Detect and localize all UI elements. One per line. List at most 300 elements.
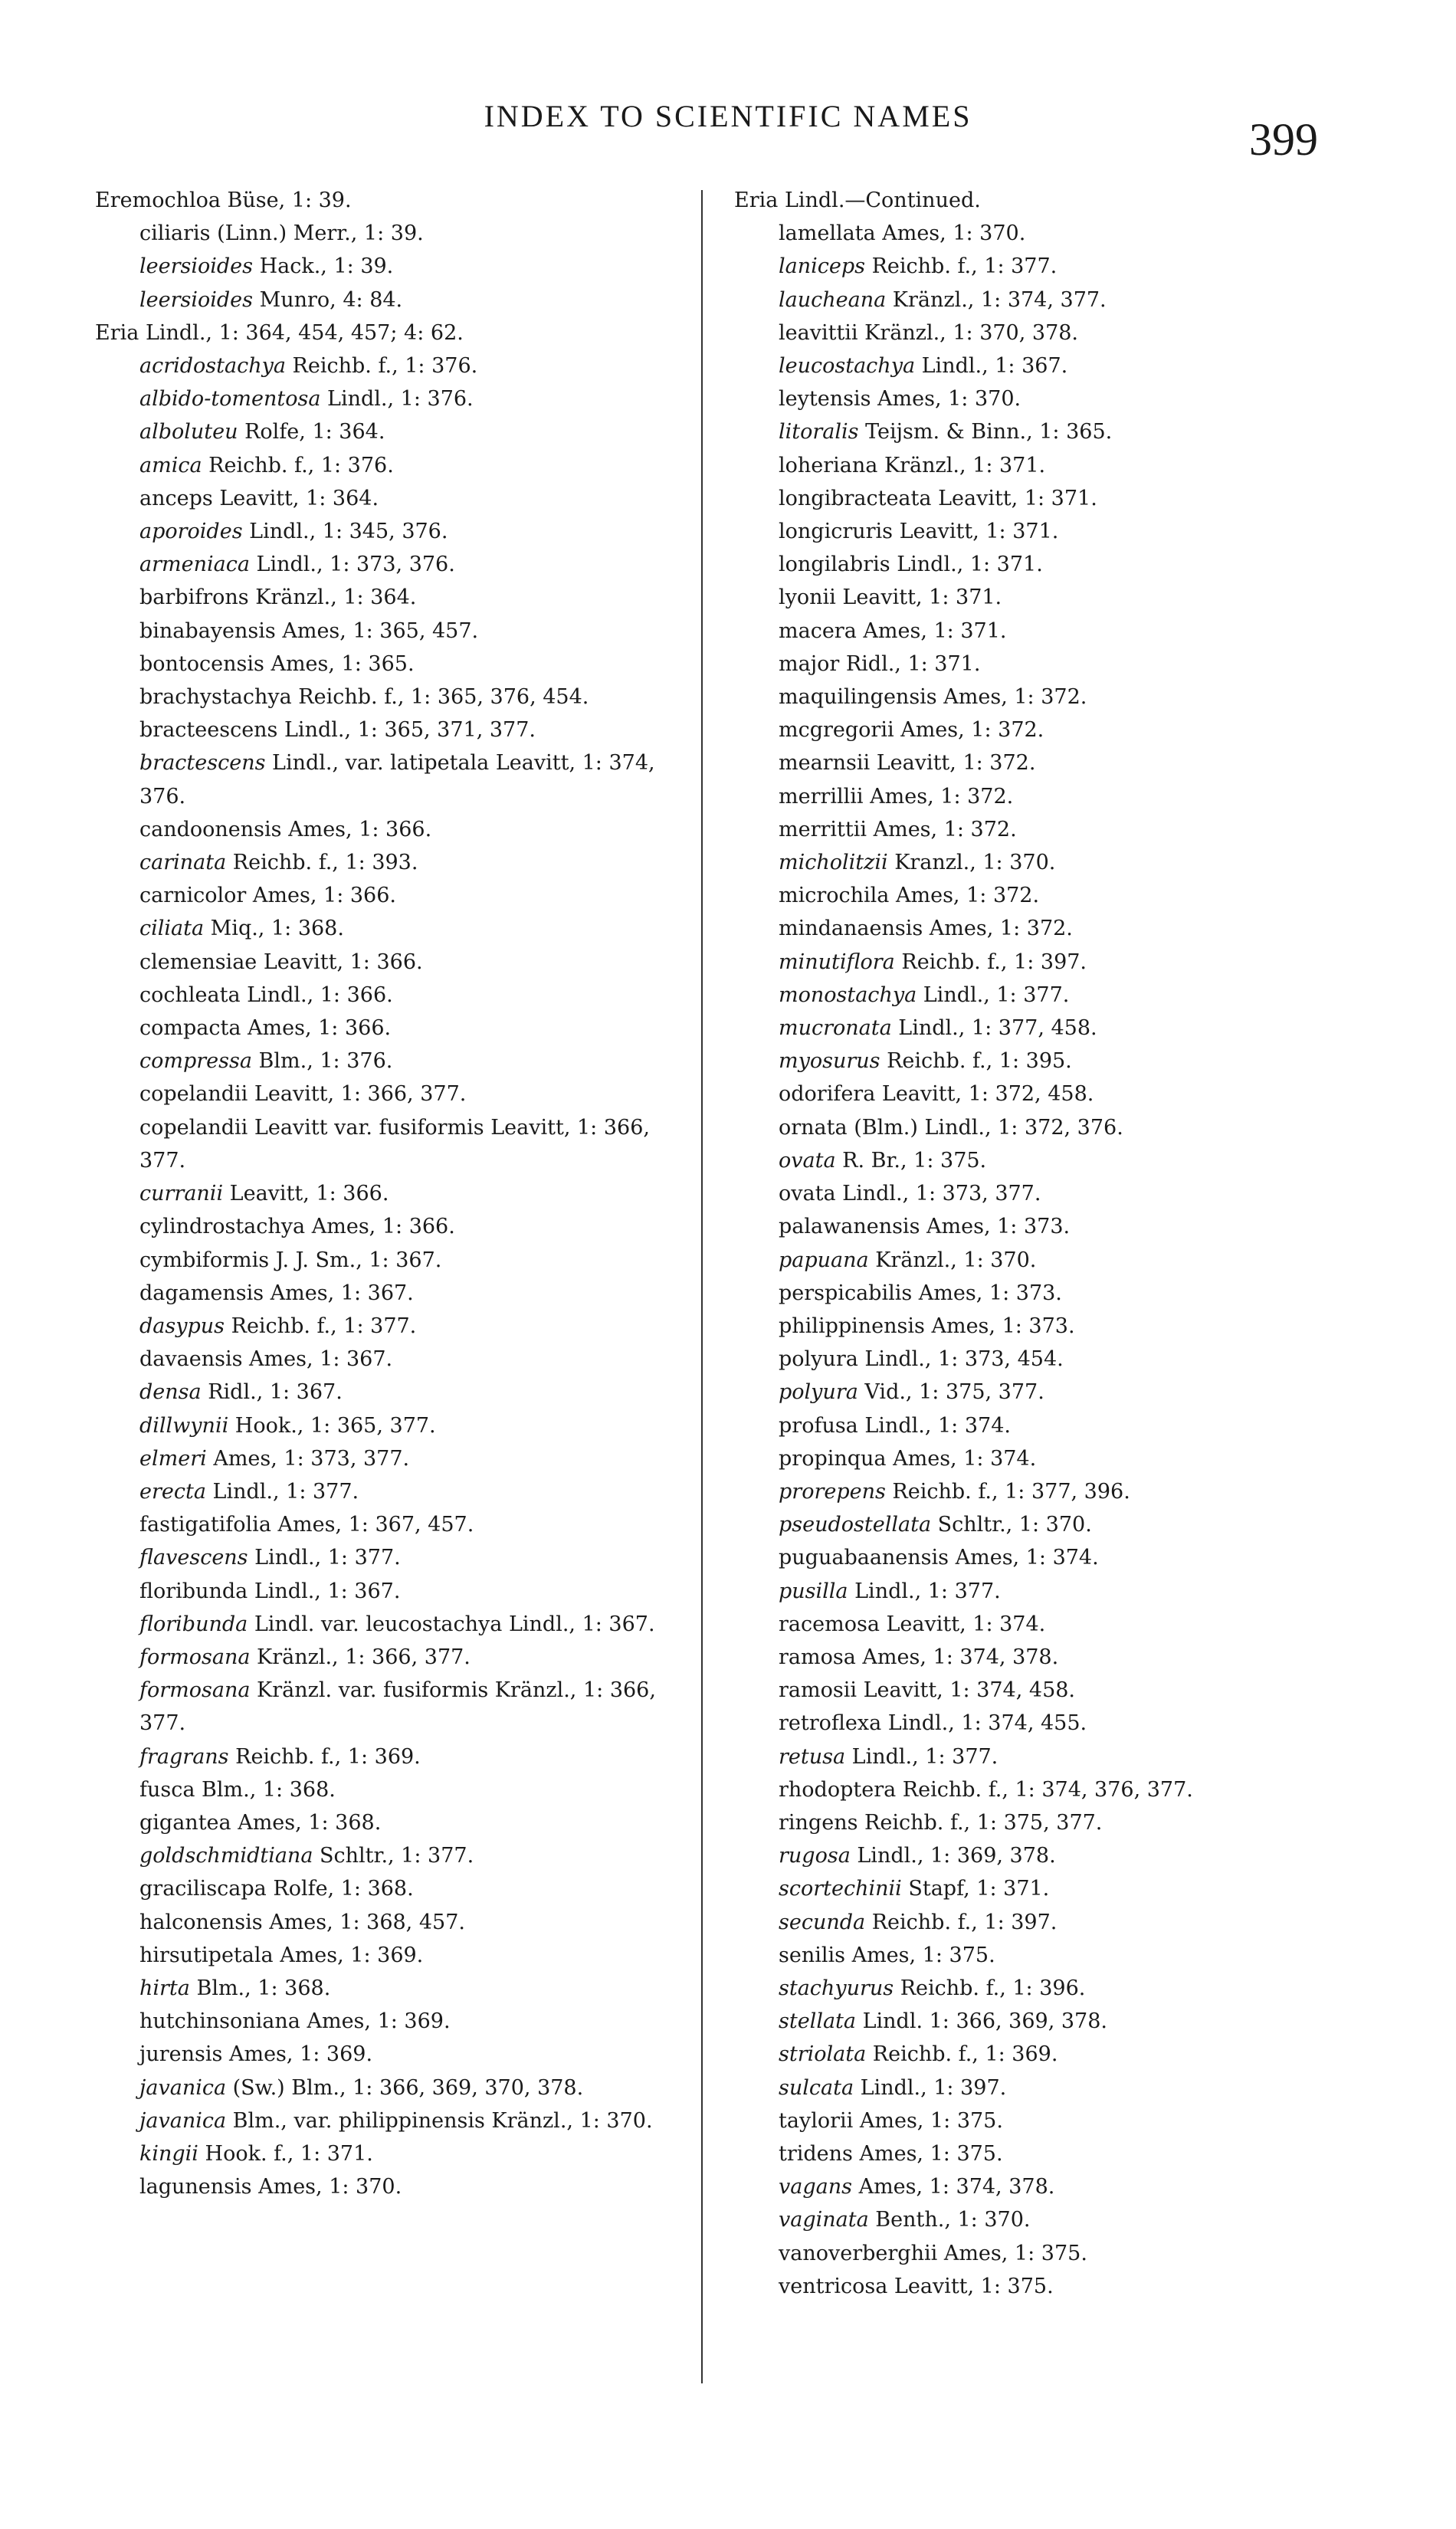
entry-name: polyura xyxy=(779,1347,858,1372)
entry-reference: Ames, 1: 367, 457. xyxy=(271,1513,474,1537)
index-species-entry xyxy=(95,449,693,482)
index-species-entry xyxy=(734,581,1340,614)
entry-name: acridostachya xyxy=(139,354,286,379)
entry-reference: Ames, 1: 368, 457. xyxy=(262,1910,465,1934)
index-species-entry xyxy=(734,1343,1340,1376)
index-species-entry xyxy=(95,515,693,548)
index-species-entry xyxy=(734,1409,1340,1442)
column-divider xyxy=(701,190,703,2383)
entry-reference: Lindl., 1: 369, 378. xyxy=(850,1844,1056,1868)
entry-name: copelandii xyxy=(139,1115,248,1140)
entry-reference: Ames, 1: 368. xyxy=(231,1810,382,1835)
entry-name: dillwynii xyxy=(139,1413,229,1438)
entry-reference: Reichb. f., 1: 376. xyxy=(285,354,478,379)
entry-name: floribunda xyxy=(139,1612,248,1636)
index-species-entry xyxy=(734,1475,1340,1508)
index-species-entry xyxy=(734,1575,1340,1608)
entry-name: macera xyxy=(779,618,857,643)
entry-reference: Reichb. f., 1: 369. xyxy=(866,2042,1058,2067)
index-species-entry xyxy=(95,581,693,614)
index-species-entry xyxy=(95,1442,693,1475)
index-species-entry xyxy=(95,912,693,945)
entry-name: jurensis xyxy=(139,2042,223,2067)
entry-reference: Ames, 1: 372. xyxy=(936,685,1087,710)
entry-reference: Ames, 1: 367. xyxy=(264,1281,414,1305)
index-species-entry xyxy=(95,284,693,317)
index-species-entry xyxy=(734,284,1340,317)
entry-reference: Ames, 1: 372. xyxy=(894,718,1044,743)
entry-name: sulcata xyxy=(779,2075,854,2100)
index-species-entry xyxy=(95,1244,693,1277)
entry-name: secunda xyxy=(779,1910,866,1934)
entry-reference: Schltr., 1: 377. xyxy=(313,1844,474,1868)
entry-reference: Ames, 1: 371. xyxy=(856,618,1007,643)
entry-name: aporoides xyxy=(139,520,243,544)
entry-reference: Lindl., 1: 365, 371, 377. xyxy=(277,718,536,743)
index-species-entry xyxy=(734,317,1340,349)
entry-reference: Leavitt, 1: 371. xyxy=(893,520,1059,544)
entry-reference: Leavitt, 1: 374. xyxy=(879,1612,1046,1636)
entry-reference: Lindl., 1: 376. xyxy=(320,387,474,412)
index-genus-entry xyxy=(95,184,693,217)
index-species-entry xyxy=(95,1773,693,1806)
entry-reference: Ames, 1: 374, 378. xyxy=(851,2175,1055,2199)
index-species-entry xyxy=(95,2170,693,2203)
index-species-entry xyxy=(95,2071,693,2104)
entry-name: bontocensis xyxy=(139,651,264,676)
entry-reference: Lindl., 1: 397. xyxy=(854,2075,1007,2100)
index-genus-entry xyxy=(734,184,1340,217)
entry-name: bracteescens xyxy=(139,718,278,743)
entry-reference: Büse, 1: 39. xyxy=(220,189,352,212)
index-species-entry xyxy=(95,1177,693,1210)
entry-name: longilabris xyxy=(779,553,890,577)
index-species-entry xyxy=(734,1939,1340,1972)
entry-name: Eria xyxy=(95,320,139,345)
index-species-entry xyxy=(734,879,1340,912)
entry-name: taylorii xyxy=(779,2108,854,2133)
index-species-entry xyxy=(95,349,693,382)
entry-name: elmeri xyxy=(139,1446,207,1471)
entry-name: micholitzii xyxy=(779,851,888,875)
entry-name: scortechinii xyxy=(779,1877,902,1901)
entry-name: ramosa xyxy=(779,1645,856,1669)
index-column-left xyxy=(95,184,693,2203)
index-species-entry xyxy=(95,1111,693,1177)
entry-name: ramosii xyxy=(779,1678,857,1703)
index-species-entry xyxy=(734,548,1340,581)
index-genus-entry xyxy=(95,317,693,349)
entry-name: ornata xyxy=(779,1115,848,1140)
index-species-entry xyxy=(95,813,693,846)
entry-reference: Lindl., 1: 377. xyxy=(248,1546,401,1570)
entry-reference: Leavitt, 1: 371. xyxy=(931,486,1097,510)
index-species-entry xyxy=(734,449,1340,482)
index-species-entry xyxy=(95,1343,693,1376)
entry-reference: Reichb. f., 1: 397. xyxy=(894,950,1087,974)
entry-name: leersioides xyxy=(139,254,253,279)
entry-reference: Kränzl., 1: 366, 377. xyxy=(250,1645,471,1669)
entry-name: cylindrostachya xyxy=(139,1215,306,1239)
entry-name: copelandii xyxy=(139,1082,248,1107)
index-species-entry xyxy=(734,1012,1340,1045)
entry-reference: Reichb. f., 1: 374, 376, 377. xyxy=(896,1777,1193,1802)
entry-name: profusa xyxy=(779,1413,858,1438)
entry-reference: Leavitt, 1: 366, 377. xyxy=(248,1082,467,1107)
entry-name: propinqua xyxy=(779,1446,887,1471)
entry-reference: Ames, 1: 375. xyxy=(845,1943,995,1967)
entry-name: perspicabilis xyxy=(779,1281,913,1305)
entry-name: fusca xyxy=(139,1777,195,1802)
entry-name: merrillii xyxy=(779,784,864,809)
index-species-entry xyxy=(734,1541,1340,1574)
index-species-entry xyxy=(95,1310,693,1343)
entry-name: leytensis xyxy=(779,387,871,412)
index-species-entry xyxy=(95,1906,693,1939)
index-species-entry xyxy=(734,1244,1340,1277)
entry-name: davaensis xyxy=(139,1347,243,1372)
entry-name: kingii xyxy=(139,2141,198,2166)
index-species-entry xyxy=(95,1376,693,1409)
entry-reference: Leavitt, 1: 364. xyxy=(212,486,379,510)
index-species-entry xyxy=(734,1972,1340,2005)
index-species-entry xyxy=(734,946,1340,979)
index-species-entry xyxy=(95,1641,693,1674)
entry-name: clemensiae xyxy=(139,950,257,974)
index-species-entry xyxy=(95,2137,693,2170)
entry-reference: Lindl., 1: 371. xyxy=(890,553,1043,577)
index-species-entry xyxy=(734,746,1340,779)
entry-name: erecta xyxy=(139,1479,206,1504)
index-species-entry xyxy=(734,217,1340,250)
index-species-entry xyxy=(734,1078,1340,1110)
entry-reference: Ames, 1: 367. xyxy=(242,1347,393,1372)
entry-name: maquilingensis xyxy=(779,685,937,710)
entry-reference: Leavitt, 1: 374, 458. xyxy=(857,1678,1076,1703)
entry-reference: Teijsm. & Binn., 1: 365. xyxy=(858,420,1113,444)
entry-reference: Ames, 1: 369. xyxy=(300,2009,451,2034)
entry-reference: Lindl., 1: 377. xyxy=(845,1744,999,1769)
index-species-entry xyxy=(95,415,693,448)
index-species-entry xyxy=(734,846,1340,879)
entry-name: mcgregorii xyxy=(779,718,894,743)
index-species-entry xyxy=(95,482,693,515)
index-species-entry xyxy=(95,2038,693,2071)
index-species-entry xyxy=(95,1012,693,1045)
entry-name: major xyxy=(779,651,840,676)
entry-reference: Reichb. f., 1: 377, 396. xyxy=(885,1479,1130,1504)
entry-reference: Ames, 1: 369. xyxy=(222,2042,373,2067)
index-species-entry xyxy=(95,217,693,250)
entry-name: compacta xyxy=(139,1016,241,1041)
entry-name: palawanensis xyxy=(779,1215,920,1239)
index-species-entry xyxy=(734,1872,1340,1905)
entry-reference: Kränzl., 1: 371. xyxy=(877,453,1046,477)
index-species-entry xyxy=(734,2104,1340,2137)
entry-name: vagans xyxy=(779,2175,852,2199)
entry-reference: Leavitt, 1: 375. xyxy=(887,2274,1054,2298)
entry-reference: Ames, 1: 373. xyxy=(924,1314,1075,1338)
index-species-entry xyxy=(734,1310,1340,1343)
entry-reference: Leavitt, 1: 366. xyxy=(223,1182,389,1206)
entry-name: pseudostellata xyxy=(779,1513,932,1537)
entry-reference: Kränzl., 1: 370, 378. xyxy=(858,320,1079,345)
entry-name: minutiflora xyxy=(779,950,895,974)
entry-reference: Kränzl., 1: 374, 377. xyxy=(886,287,1107,312)
entry-name: javanica xyxy=(139,2075,227,2100)
entry-reference: Reichb. f., 1: 375, 377. xyxy=(858,1810,1103,1835)
entry-name: flavescens xyxy=(139,1546,248,1570)
entry-reference: Ames, 1: 373, 377. xyxy=(206,1446,410,1471)
entry-name: myosurus xyxy=(779,1049,880,1074)
entry-name: brachystachya xyxy=(139,685,292,710)
entry-name: Eremochloa xyxy=(95,189,221,212)
entry-name: cymbiformis xyxy=(139,1248,270,1272)
entry-reference: Kränzl., 1: 364. xyxy=(248,586,417,610)
entry-name: javanica xyxy=(139,2108,227,2133)
entry-name: fastigatifolia xyxy=(139,1513,271,1537)
entry-reference: Ames, 1: 373. xyxy=(912,1281,1062,1305)
index-species-entry xyxy=(734,615,1340,648)
entry-name: litoralis xyxy=(779,420,859,444)
entry-name: candoonensis xyxy=(139,817,282,841)
index-column-right xyxy=(734,184,1340,2303)
index-species-entry xyxy=(95,1806,693,1839)
entry-reference: Reichb. f., 1: 377. xyxy=(865,254,1058,279)
entry-reference: Lindl., 1: 373, 454. xyxy=(858,1347,1064,1372)
entry-reference: Leavitt var. fusiformis Leavitt, 1: 366, 377. xyxy=(139,1115,650,1173)
entry-reference: Ames, 1: 372. xyxy=(889,884,1040,908)
index-species-entry xyxy=(95,1508,693,1541)
entry-reference: Lindl., 1: 377, 458. xyxy=(891,1016,1097,1041)
index-species-entry xyxy=(734,2203,1340,2236)
entry-reference: Lindl., 1: 374, 455. xyxy=(881,1711,1087,1736)
entry-reference: Lindl., 1: 377. xyxy=(848,1579,1001,1603)
entry-name: senilis xyxy=(779,1943,845,1967)
index-species-entry xyxy=(734,2005,1340,2038)
entry-reference: Reichb. f., 1: 397. xyxy=(865,1910,1058,1934)
entry-name: hutchinsoniana xyxy=(139,2009,300,2034)
entry-name: stellata xyxy=(779,2009,856,2034)
entry-reference: Rolfe, 1: 368. xyxy=(266,1877,414,1901)
entry-reference: Ames, 1: 365. xyxy=(264,651,415,676)
entry-name: mearnsii xyxy=(779,751,871,776)
entry-reference: Reichb. f., 1: 376. xyxy=(202,453,394,477)
entry-reference: Leavitt, 1: 372. xyxy=(870,751,1036,776)
index-species-entry xyxy=(95,1872,693,1905)
entry-reference: Rolfe, 1: 364. xyxy=(238,420,385,444)
index-species-entry xyxy=(95,1210,693,1243)
entry-name: leucostachya xyxy=(779,354,916,379)
index-species-entry xyxy=(95,1045,693,1078)
entry-reference: Blm., var. philippinensis Kränzl., 1: 370. xyxy=(226,2108,653,2133)
entry-name: gigantea xyxy=(139,1810,231,1835)
entry-name: mindanaensis xyxy=(779,917,923,941)
entry-name: goldschmidtiana xyxy=(139,1844,313,1868)
entry-reference: Ridl., 1: 371. xyxy=(839,651,981,676)
entry-reference: Lindl., 1: 367. xyxy=(248,1579,401,1603)
entry-name: bractescens xyxy=(139,751,266,776)
entry-name: ventricosa xyxy=(779,2274,888,2298)
index-species-entry xyxy=(95,2005,693,2038)
entry-name: albido-tomentosa xyxy=(139,387,321,412)
entry-name: carnicolor xyxy=(139,884,247,908)
index-species-entry xyxy=(95,1541,693,1574)
index-species-entry xyxy=(95,1674,693,1740)
entry-name: halconensis xyxy=(139,1910,263,1934)
entry-reference: Lindl., var. latipetala Leavitt, 1: 374, 376. xyxy=(139,751,655,809)
entry-name: loheriana xyxy=(779,453,878,477)
index-species-entry xyxy=(734,912,1340,945)
index-species-entry xyxy=(734,648,1340,681)
entry-name: barbifrons xyxy=(139,586,249,610)
index-species-entry xyxy=(95,648,693,681)
entry-reference: Ames, 1: 366. xyxy=(305,1215,455,1239)
index-species-entry xyxy=(734,382,1340,415)
page-title: INDEX TO SCIENTIFIC NAMES xyxy=(484,99,972,133)
entry-name: stachyurus xyxy=(779,1976,894,2000)
index-species-entry xyxy=(95,2104,693,2137)
index-species-entry xyxy=(734,1608,1340,1641)
entry-name: pusilla xyxy=(779,1579,848,1603)
entry-name: microchila xyxy=(779,884,890,908)
entry-name: binabayensis xyxy=(139,618,276,643)
index-species-entry xyxy=(95,1475,693,1508)
entry-reference: Lindl., 1: 364, 454, 457; 4: 62. xyxy=(139,320,464,345)
entry-name: longicruris xyxy=(779,520,894,544)
entry-name: prorepens xyxy=(779,1479,886,1504)
entry-name: Eria xyxy=(734,189,779,212)
entry-name: mucronata xyxy=(779,1016,892,1041)
entry-reference: Benth., 1: 370. xyxy=(868,2208,1031,2232)
entry-reference: Reichb. f., 1: 396. xyxy=(894,1976,1086,2000)
entry-name: dagamensis xyxy=(139,1281,264,1305)
page-number: 399 xyxy=(1249,114,1318,165)
entry-name: cochleata xyxy=(139,982,241,1007)
entry-reference: Ames, 1: 366. xyxy=(281,817,432,841)
entry-reference: Lindl., 1: 377. xyxy=(917,982,1070,1007)
entry-name: formosana xyxy=(139,1645,251,1669)
index-species-entry xyxy=(734,1906,1340,1939)
entry-name: dasypus xyxy=(139,1314,225,1338)
entry-name: rugosa xyxy=(779,1844,851,1868)
index-species-entry xyxy=(95,548,693,581)
index-species-entry xyxy=(734,1111,1340,1144)
entry-name: leersioides xyxy=(139,287,253,312)
entry-reference: Ames, 1: 374. xyxy=(949,1546,1099,1570)
index-species-entry xyxy=(734,780,1340,813)
entry-reference: Reichb. f., 1: 369. xyxy=(228,1744,421,1769)
entry-reference: Ames, 1: 372. xyxy=(923,917,1073,941)
entry-reference: Ames, 1: 366. xyxy=(246,884,396,908)
entry-name: vaginata xyxy=(779,2208,869,2232)
entry-name: ovata xyxy=(779,1148,836,1173)
index-species-entry xyxy=(95,250,693,283)
entry-name: papuana xyxy=(779,1248,869,1272)
entry-name: densa xyxy=(139,1380,202,1405)
entry-reference: Lindl., 1: 366. xyxy=(240,982,393,1007)
index-species-entry xyxy=(95,713,693,746)
entry-name: ciliaris xyxy=(139,221,211,246)
entry-name: floribunda xyxy=(139,1579,248,1603)
index-species-entry xyxy=(95,946,693,979)
index-species-entry xyxy=(95,1277,693,1310)
entry-reference: Ames, 1: 375. xyxy=(937,2241,1087,2265)
entry-reference: Stapf, 1: 371. xyxy=(901,1877,1050,1901)
entry-reference: Lindl., 1: 374. xyxy=(858,1413,1011,1438)
index-species-entry xyxy=(95,681,693,713)
entry-name: laucheana xyxy=(779,287,887,312)
index-species-entry xyxy=(734,1210,1340,1243)
index-species-entry xyxy=(734,1773,1340,1806)
index-species-entry xyxy=(95,615,693,648)
entry-reference: Ames, 1: 372. xyxy=(867,817,1017,841)
entry-reference: Lindl., 1: 373, 376. xyxy=(249,553,455,577)
index-species-entry xyxy=(734,1740,1340,1773)
entry-name: longibracteata xyxy=(779,486,932,510)
index-species-entry xyxy=(734,1177,1340,1210)
entry-reference: (Linn.) Merr., 1: 39. xyxy=(210,221,424,246)
entry-reference: J. J. Sm., 1: 367. xyxy=(269,1248,442,1272)
index-species-entry xyxy=(734,2270,1340,2303)
entry-name: lyonii xyxy=(779,586,836,610)
entry-reference: Lindl., 1: 345, 376. xyxy=(242,520,448,544)
entry-reference: (Blm.) Lindl., 1: 372, 376. xyxy=(847,1115,1123,1140)
index-species-entry xyxy=(734,1806,1340,1839)
entry-name: merrittii xyxy=(779,817,867,841)
entry-reference: (Sw.) Blm., 1: 366, 369, 370, 378. xyxy=(226,2075,584,2100)
index-species-entry xyxy=(95,1078,693,1110)
index-species-entry xyxy=(734,482,1340,515)
entry-reference: Ames, 1: 375. xyxy=(852,2141,1003,2166)
index-species-entry xyxy=(95,1740,693,1773)
index-species-entry xyxy=(95,1972,693,2005)
entry-name: carinata xyxy=(139,851,227,875)
index-species-entry xyxy=(95,1839,693,1872)
entry-name: polyura xyxy=(779,1380,858,1405)
entry-name: amica xyxy=(139,453,202,477)
entry-reference: Ames, 1: 370. xyxy=(251,2175,402,2199)
entry-reference: Ames, 1: 374, 378. xyxy=(855,1645,1059,1669)
entry-name: monostachya xyxy=(779,982,917,1007)
entry-reference: Lindl. 1: 366, 369, 378. xyxy=(856,2009,1107,2034)
index-species-entry xyxy=(734,1277,1340,1310)
index-species-entry xyxy=(734,2071,1340,2104)
entry-name: striolata xyxy=(779,2042,867,2067)
entry-reference: Lindl.—Continued. xyxy=(778,189,981,212)
entry-name: alboluteu xyxy=(139,420,238,444)
entry-reference: R. Br., 1: 375. xyxy=(835,1148,987,1173)
entry-reference: Ames, 1: 369. xyxy=(273,1943,424,1967)
entry-reference: Miq., 1: 368. xyxy=(204,917,344,941)
index-species-entry xyxy=(734,1839,1340,1872)
index-species-entry xyxy=(734,2237,1340,2270)
index-species-entry xyxy=(95,1939,693,1972)
index-species-entry xyxy=(95,1608,693,1641)
entry-reference: Schltr., 1: 370. xyxy=(931,1513,1092,1537)
entry-name: compressa xyxy=(139,1049,252,1074)
entry-reference: Kranzl., 1: 370. xyxy=(887,851,1056,875)
entry-reference: Lindl. var. leucostachya Lindl., 1: 367. xyxy=(248,1612,655,1636)
entry-reference: Reichb. f., 1: 377. xyxy=(225,1314,417,1338)
index-species-entry xyxy=(734,2137,1340,2170)
entry-reference: Hook. f., 1: 371. xyxy=(198,2141,373,2166)
entry-name: rhodoptera xyxy=(779,1777,897,1802)
entry-name: formosana xyxy=(139,1678,251,1703)
entry-reference: Ames, 1: 366. xyxy=(241,1016,392,1041)
entry-name: tridens xyxy=(779,2141,853,2166)
entry-reference: Ames, 1: 372. xyxy=(863,784,1014,809)
